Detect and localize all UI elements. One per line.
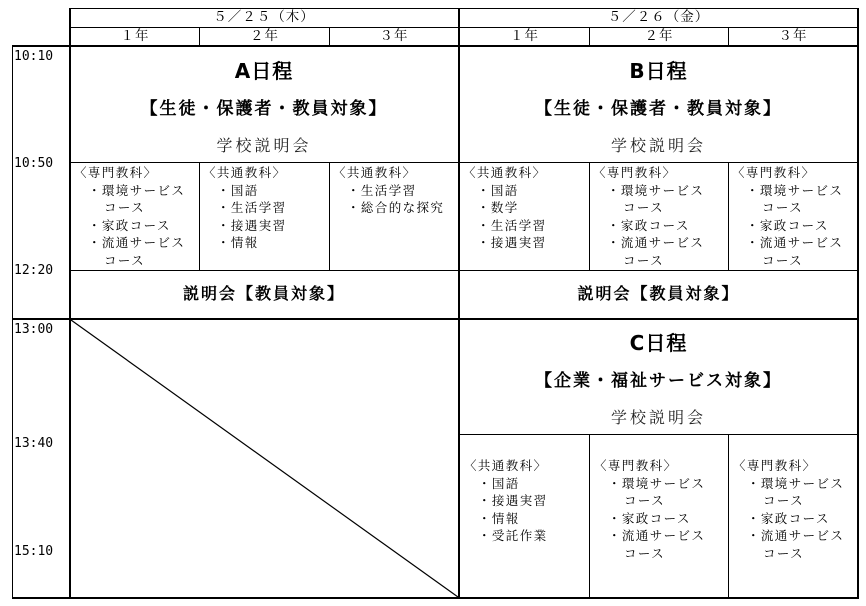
subject-item: ・環境サービス [747, 475, 845, 491]
day1-session-target: 【生徒・保護者・教員対象】 [140, 99, 388, 119]
subject-item: コース [623, 200, 665, 216]
subject-heading: 〈共通教科〉 [203, 165, 287, 180]
subject-item: ・数学 [477, 200, 519, 216]
subject-item: コース [763, 545, 805, 561]
time-label: 15:10 [14, 544, 54, 559]
subject-item: ・流通サービス [747, 528, 845, 544]
subject-item: ・家政コース [607, 217, 690, 233]
day1-grade2-header: ２年 [250, 28, 279, 44]
day1-school-explanation: 学校説明会 [216, 136, 312, 155]
day2-date-header: ５／２６（金） [607, 9, 710, 25]
day2-grade1-subjects [463, 164, 547, 252]
subject-item: ・受託作業 [478, 528, 548, 544]
subject-item: ・国語 [477, 182, 519, 198]
day1-grade1-header: １年 [120, 28, 150, 44]
time-label: 12:20 [14, 263, 54, 278]
time-label: 13:00 [14, 322, 54, 337]
subject-item: ・家政コース [746, 217, 829, 233]
subject-item: コース [623, 252, 665, 268]
day1-grade1-subjects [74, 164, 185, 270]
subject-item: ・流通サービス [607, 235, 705, 251]
subject-heading: 〈共通教科〉 [333, 165, 417, 180]
subject-item: ・家政コース [747, 510, 830, 526]
session-c-title: C日程 [629, 331, 688, 355]
session-c-school-explanation: 学校説明会 [610, 408, 706, 427]
day2-session-title: B日程 [629, 59, 688, 83]
subject-item: ・家政コース [608, 510, 691, 526]
subject-heading: 〈専門教科〉 [594, 458, 678, 473]
day2-grade2-subjects [593, 164, 704, 270]
day2-session-target: 【生徒・保護者・教員対象】 [535, 99, 782, 119]
session-c-grade1-subjects [464, 457, 548, 545]
subject-item: ・環境サービス [607, 182, 705, 198]
subject-heading: 〈共通教科〉 [464, 458, 548, 473]
subject-item: ・流通サービス [608, 528, 706, 544]
subject-item: ・総合的な探究 [347, 200, 445, 216]
subject-heading: 〈専門教科〉 [733, 458, 817, 473]
subject-item: ・生活学習 [347, 182, 417, 198]
subject-item: ・生活学習 [477, 217, 547, 233]
day2-grade3-subjects [732, 164, 843, 270]
day1-grade2-subjects [203, 164, 287, 252]
day1-grade3-subjects [333, 164, 444, 217]
subject-item: ・家政コース [88, 217, 171, 233]
subject-item: ・情報 [478, 510, 520, 526]
day2-grade2-header: ２年 [644, 28, 674, 44]
time-label: 10:10 [14, 49, 54, 64]
subject-item: ・接遇実習 [477, 235, 547, 251]
subject-item: ・流通サービス [88, 235, 186, 251]
subject-heading: 〈専門教科〉 [593, 165, 677, 180]
day2-teacher-briefing: 説明会【教員対象】 [577, 284, 740, 303]
subject-heading: 〈専門教科〉 [74, 165, 158, 180]
time-label: 13:40 [14, 436, 54, 451]
subject-item: ・環境サービス [88, 182, 186, 198]
subject-heading: 〈専門教科〉 [732, 165, 816, 180]
subject-item: コース [104, 200, 146, 216]
subject-item: ・接遇実習 [217, 217, 287, 233]
session-c-grade3-subjects [733, 457, 844, 563]
day1-grade3-header: ３年 [379, 28, 409, 44]
session-c-target: 【企業・福祉サービス対象】 [535, 371, 782, 391]
subject-item: コース [763, 493, 805, 509]
subject-item: コース [104, 252, 146, 268]
subject-item: ・情報 [217, 235, 259, 251]
subject-item: コース [762, 200, 804, 216]
day2-grade1-header: １年 [510, 28, 539, 44]
day1-teacher-briefing: 説明会【教員対象】 [182, 284, 345, 303]
day1-date-header: ５／２５（木） [213, 9, 315, 25]
session-c-grade2-subjects [594, 457, 705, 563]
subject-item: コース [624, 493, 666, 509]
subject-item: ・環境サービス [746, 182, 844, 198]
day1-session-title: A日程 [234, 59, 294, 83]
day2-grade3-header: ３年 [778, 28, 808, 44]
subject-item: ・生活学習 [217, 200, 287, 216]
time-label: 10:50 [14, 156, 54, 171]
subject-item: ・国語 [217, 182, 259, 198]
subject-item: コース [624, 545, 666, 561]
subject-item: コース [762, 252, 804, 268]
subject-item: ・環境サービス [608, 475, 706, 491]
subject-item: ・流通サービス [746, 235, 844, 251]
day2-school-explanation: 学校説明会 [610, 136, 706, 155]
subject-item: ・接遇実習 [478, 493, 548, 509]
subject-item: ・国語 [478, 475, 520, 491]
subject-heading: 〈共通教科〉 [463, 165, 547, 180]
